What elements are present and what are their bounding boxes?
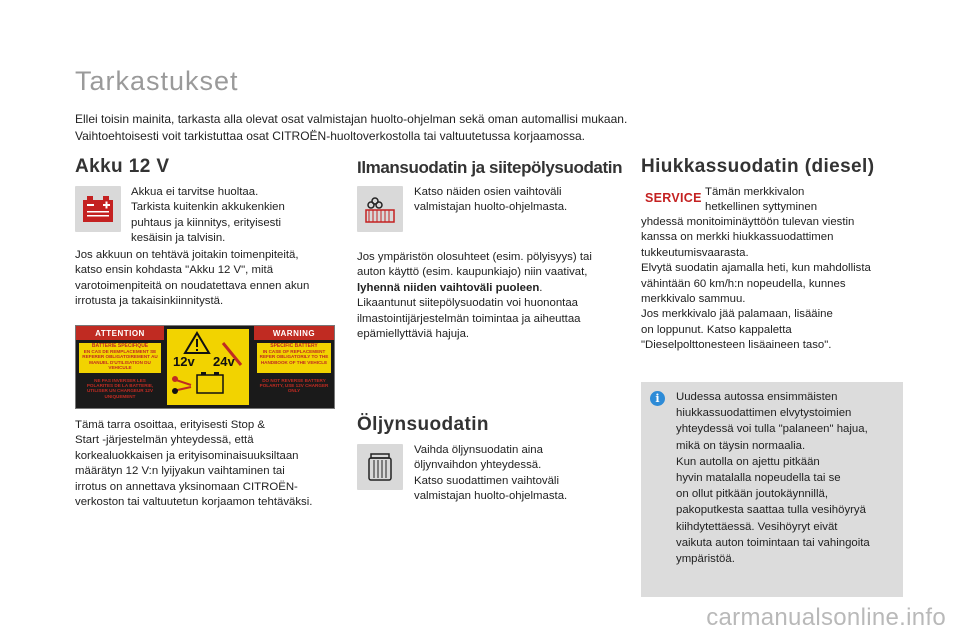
text-line: ympäristöä. bbox=[676, 553, 735, 566]
text-line: korkealuokkaisen ja erityisominaisuuksiltaan bbox=[75, 449, 299, 462]
air-filter-heading: Ilmansuodatin ja siitepölysuodatin bbox=[357, 158, 623, 177]
text-line: merkkivalo sammuu. bbox=[641, 293, 746, 306]
text-line: katso ensin kohdasta "Akku 12 V", mitä bbox=[75, 264, 274, 277]
text-line: Tämä tarra osoittaa, erityisesti Stop & bbox=[75, 419, 265, 431]
label-text: SPECIFIC BATTERY bbox=[270, 343, 318, 349]
text-line: on ollut pitkään joutokäynnillä, bbox=[676, 488, 828, 501]
text-line: Tämän merkkivalon bbox=[705, 186, 805, 198]
text-line: valmistajan huolto-ohjelmasta. bbox=[414, 490, 568, 503]
air-filter-icon-text bbox=[414, 185, 624, 216]
text-line: Likaantunut siitepölysuodatin voi huonontaa bbox=[357, 297, 579, 310]
particle-filter-heading: Hiukkassuodatin (diesel) bbox=[641, 156, 875, 177]
text-line: pakoputkesta saattaa tulla vesihöyryä bbox=[676, 504, 866, 517]
warning-banner: WARNING bbox=[254, 326, 334, 340]
intro-text bbox=[75, 111, 695, 145]
text-line: kiihdytettäessä. Vesihöyryt eivät bbox=[676, 520, 838, 533]
text-line: Katso näiden osien vaihtoväli bbox=[414, 186, 562, 198]
text-line: Uudessa autossa ensimmäisten bbox=[676, 391, 838, 403]
air-filter-icon bbox=[357, 186, 403, 232]
text-line: kesäisin ja talvisin. bbox=[131, 232, 226, 245]
text-line: Jos akkuun on tehtävä joitakin toimenpiteitä, bbox=[75, 249, 299, 261]
text-line: Kun autolla on ajettu pitkään bbox=[676, 455, 820, 468]
text-line: epämiellyttäviä hajuja. bbox=[357, 328, 470, 341]
text-line: Jos ympäristön olosuhteet (esim. pölyisyys) tai bbox=[357, 251, 592, 263]
text-line: Tarkista kuitenkin akkukenkien bbox=[131, 201, 285, 214]
text-line: irrotusta ja takaisinkiinnitystä. bbox=[75, 295, 224, 308]
text-line: varotoimenpiteitä on noudatettava ennen akun bbox=[75, 279, 310, 292]
text-line: valmistajan huolto-ohjelmasta. bbox=[414, 201, 568, 214]
text-line: puhtaus ja kiinnitys, erityisesti bbox=[131, 216, 282, 229]
particle-filter-icon-text bbox=[705, 185, 905, 216]
text-line: määrätyn 12 V:n lyijyakun vaihtaminen tai bbox=[75, 465, 285, 478]
intro-line: Vaihtoehtoisesti voit tarkistuttaa osat CITROËN-huoltoverkostolla tai valtuutetussa korjaamossa. bbox=[75, 129, 586, 143]
text-line: hyvin matalalla nopeudella tai se bbox=[676, 472, 841, 485]
text-line: on loppunut. Katso kappaletta bbox=[641, 323, 792, 336]
text-line: öljynvaihdon yhteydessä. bbox=[414, 459, 542, 472]
page-title: Tarkastukset bbox=[75, 66, 239, 96]
label-text: EN CAS DE REMPLACEMENT SE REFERER OBLIGATOIREMENT AU MANUEL D'UTILISATION DU VEHICULE bbox=[82, 349, 158, 370]
text-line: vaikuta auton toimintaan tai vahingoita bbox=[676, 536, 870, 549]
text-line: "Dieselpolttonesteen lisäaineen taso". bbox=[641, 339, 832, 352]
attention-banner: ATTENTION bbox=[76, 326, 164, 340]
text-line: hetkellinen syttyminen bbox=[705, 201, 818, 214]
watermark-text: carmanualsonline.info bbox=[706, 604, 946, 631]
text-line: Katso suodattimen vaihtoväli bbox=[414, 474, 559, 487]
label-left-top-text bbox=[81, 344, 159, 370]
text-line: ilmastointijärjestelmän toimintaa ja aiheuttaa bbox=[357, 312, 581, 325]
label-left-bottom-text: NE PAS INVERSER LES POLARITES DE LA BATTERIE, UTILISER UN CHARGEUR 12V UNIQUEMENT bbox=[86, 378, 154, 399]
text-line: Akkua ei tarvitse huoltaa. bbox=[131, 186, 259, 198]
oil-filter-heading: Öljynsuodatin bbox=[357, 414, 489, 435]
battery-icon bbox=[75, 186, 121, 232]
battery-icon-text bbox=[131, 185, 341, 247]
text-line: Vaihda öljynsuodatin aina bbox=[414, 444, 543, 456]
battery-warning-label bbox=[75, 325, 335, 409]
label-24v: 24v bbox=[213, 354, 235, 369]
text-line: irrotus on annettava yksinomaan CITROËN- bbox=[75, 480, 298, 493]
info-box bbox=[641, 382, 903, 597]
info-text bbox=[676, 389, 896, 567]
text-line: auton käyttö (esim. kaupunkiajo) niin vaativat, bbox=[357, 266, 588, 279]
text-line bbox=[357, 281, 627, 296]
oil-filter-text bbox=[414, 443, 624, 505]
battery-footer-text bbox=[75, 418, 345, 510]
text-line: vähintään 60 km/h:n nopeudella, kunnes bbox=[641, 277, 846, 290]
text-line: mikä on täysin normaalia. bbox=[676, 439, 806, 452]
text-line: tukkeutumisvaarasta. bbox=[641, 246, 749, 259]
service-warning-icon: SERVICE bbox=[645, 191, 702, 205]
text-line: Jos merkkivalo jää palamaan, lisääine bbox=[641, 308, 833, 321]
particle-filter-body-text bbox=[641, 215, 911, 354]
label-text: IN CASE OF REPLACEMENT REFER OBLIGATORILY TO THE HANDBOOK OF THE VEHICLE bbox=[259, 349, 329, 365]
label-12v: 12v bbox=[173, 354, 195, 369]
air-filter-body-text bbox=[357, 250, 627, 342]
label-text: BATTERIE SPECIFIQUE bbox=[91, 343, 149, 349]
text-line: Elvytä suodatin ajamalla heti, kun mahdollista bbox=[641, 262, 871, 275]
text-line: yhteydessä voi tulla "palaneen" hajua, bbox=[676, 423, 868, 436]
text-suffix: . bbox=[539, 281, 543, 294]
text-line: hiukkassuodattimen elvytystoimien bbox=[676, 407, 852, 420]
label-right-top-text bbox=[259, 344, 329, 365]
bold-text: lyhennä niiden vaihtoväli puoleen bbox=[357, 281, 540, 294]
battery-heading: Akku 12 V bbox=[75, 156, 170, 177]
text-line: verkoston tai valtuutetun korjaamon tehtäväksi. bbox=[75, 496, 313, 509]
intro-line: Ellei toisin mainita, tarkasta alla olevat osat valmistajan huolto-ohjelman sekä oman automallisi mukaan. bbox=[75, 112, 628, 126]
text-line: kanssa on merkki hiukkassuodattimen bbox=[641, 231, 834, 244]
battery-body-text bbox=[75, 248, 345, 310]
label-right-bottom-text: DO NOT REVERSE BATTERY POLARITY, USE 12V CHARGER ONLY bbox=[259, 378, 329, 394]
info-icon: i bbox=[650, 391, 665, 406]
text-line: yhdessä monitoiminäyttöön tulevan viestin bbox=[641, 216, 855, 228]
oil-filter-icon bbox=[357, 444, 403, 490]
text-line: Start -järjestelmän yhteydessä, että bbox=[75, 434, 254, 447]
